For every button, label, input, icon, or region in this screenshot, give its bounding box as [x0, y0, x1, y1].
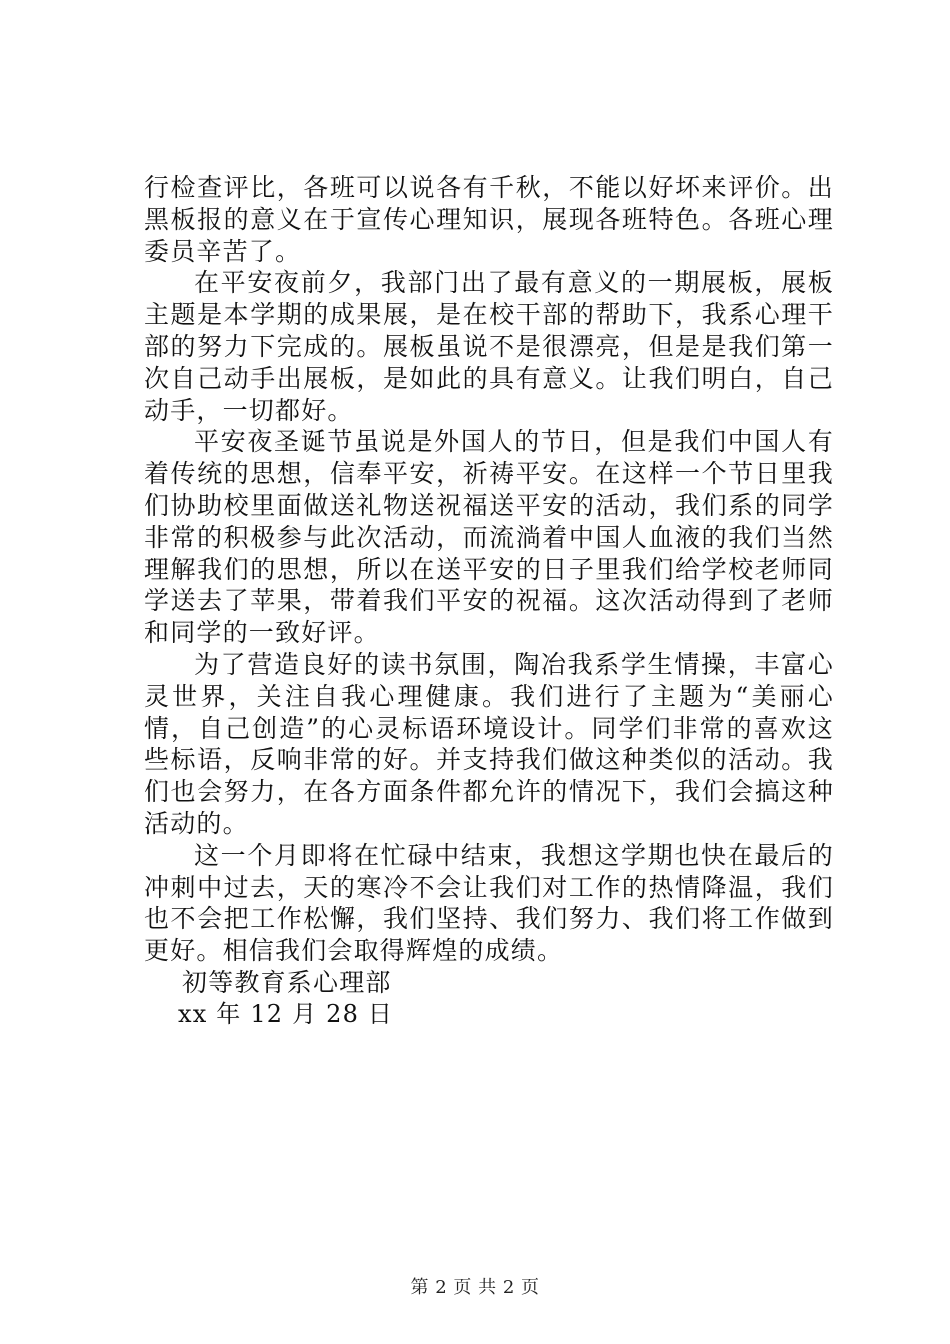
paragraph-continuation: 行检查评比，各班可以说各有千秋，不能以好坏来评价。出黑板报的意义在于宣传心理知识，展现各班特色。各班心理委员辛苦了。 — [144, 173, 834, 266]
signature-date: xx 年 12 月 28 日 — [178, 999, 394, 1028]
page-number-footer: 第 2 页 共 2 页 — [410, 1277, 540, 1298]
paragraph-christmas-eve: 平安夜圣诞节虽说是外国人的节日，但是我们中国人有着传统的思想，信奉平安，祈祷平安。在这样一个节日里我们协助校里面做送礼物送祝福送平安的活动，我们系的同学非常的积极参与此次活动，而流淌着中国人血液的我们当然理解我们的思想，所以在送平安的日子里我们给学校老师同学送去了苹果，带着我们平安的祝福。这次活动得到了老师和同学的一致好评。 — [144, 427, 834, 648]
paragraph-exhibition-board: 在平安夜前夕，我部门出了最有意义的一期展板，展板主题是本学期的成果展，是在校干部的帮助下，我系心理干部的努力下完成的。展板虽说不是很漂亮，但是是我们第一次自己动手出展板，是如此的具有意义。让我们明白，自己动手，一切都好。 — [144, 268, 834, 425]
document-body — [144, 172, 834, 1031]
paragraph-conclusion: 这一个月即将在忙碌中结束，我想这学期也快在最后的冲刺中过去，天的寒冷不会让我们对工作的热情降温，我们也不会把工作松懈，我们坚持、我们努力、我们将工作做到更好。相信我们会取得辉煌的成绩。 — [144, 840, 834, 966]
paragraph-slogan-design: 为了营造良好的读书氛围，陶冶我系学生情操，丰富心灵世界，关注自我心理健康。我们进行了主题为“美丽心情，自己创造”的心灵标语环境设计。同学们非常的喜欢这些标语，反响非常的好。并支持我们做这种类似的活动。我们也会努力，在各方面条件都允许的情况下，我们会搞这种活动的。 — [144, 649, 834, 838]
signature-department: 初等教育系心理部 — [182, 967, 392, 997]
